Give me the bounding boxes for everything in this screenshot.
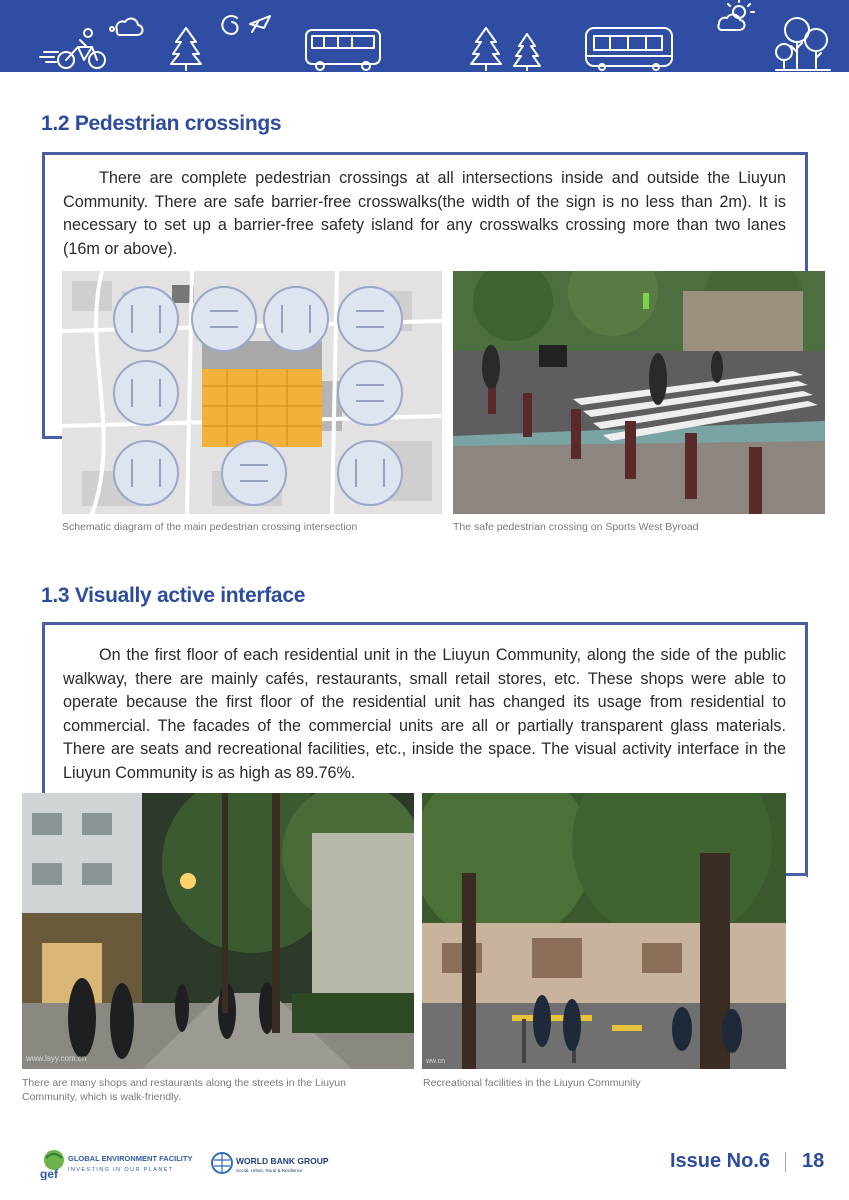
- caption-street: There are many shops and restaurants along the streets in the Liuyun Community, which is walk-friendly.: [22, 1077, 346, 1103]
- train-icon: [586, 28, 672, 70]
- schematic-diagram: [62, 271, 442, 514]
- recreation-photo: [422, 793, 786, 1069]
- crosswalk-photo: [453, 271, 825, 514]
- world-bank-logo: [210, 1150, 340, 1178]
- cyclist-icon: [40, 29, 105, 68]
- round-trees-icon: [776, 18, 830, 70]
- page-number: 18: [802, 1150, 825, 1172]
- svg-text:gef: gef: [40, 1167, 58, 1180]
- frame-bottom-right: [786, 873, 808, 876]
- pine-trees-icon: [471, 28, 540, 70]
- tree-icon: [171, 28, 201, 70]
- bus-icon: [306, 30, 380, 70]
- street-shops-photo: [22, 793, 414, 1069]
- caption-crosswalk: The safe pedestrian crossing on Sports West Byroad: [453, 521, 699, 533]
- svg-text:Social, Urban, Rural & Resilie: Social, Urban, Rural & Resilience: [236, 1168, 303, 1173]
- header-banner: [0, 0, 849, 72]
- photo-watermark-street: www.lsyy.com.cn: [26, 1054, 87, 1063]
- highlight-block: [202, 369, 322, 447]
- body-text-crossings: There are complete pedestrian crossings at all intersections inside and outside the Liuyun Community. There are safe barrier-free crosswalks(the width of the sign is no less than 2m). It is necessary to set up a barrier-free safety island for any crosswalks crossing more than two lanes (16m or above).: [63, 169, 786, 258]
- section-title-interface: 1.3 Visually active interface: [41, 584, 306, 607]
- section-title-crossings: 1.2 Pedestrian crossings: [41, 112, 282, 135]
- frame-bottom-left: [42, 436, 64, 439]
- cloud-icon: [110, 19, 143, 35]
- header-illustration: [0, 0, 849, 72]
- gef-logo: [38, 1146, 198, 1180]
- spiral-plane-icon: [222, 16, 270, 34]
- page-separator: [785, 1152, 786, 1172]
- issue-label: Issue No.6: [669, 1150, 770, 1172]
- body-text-interface: On the first floor of each residential unit in the Liuyun Community, along the side of the public walkway, there are mainly cafés, restaurants, small retail stores, etc. These shops were able to operate because the first floor of the residential unit has changed its usage from residential to commercial. The facades of the commercial units are all or partially transparent glass materials. There are seats and recreational facilities, etc., inside the space. The visual activity interface in the Liuyun Community is as high as 89.76%.: [63, 646, 786, 782]
- caption-recreation: Recreational facilities in the Liuyun Community: [423, 1077, 641, 1089]
- photo-watermark-recreation: ww.cn: [426, 1058, 446, 1065]
- svg-text:WORLD BANK GROUP: WORLD BANK GROUP: [236, 1156, 329, 1166]
- caption-schematic: Schematic diagram of the main pedestrian crossing intersection: [62, 521, 358, 533]
- sun-cloud-icon: [718, 0, 754, 30]
- svg-text:GLOBAL ENVIRONMENT FACILITY: GLOBAL ENVIRONMENT FACILITY: [68, 1154, 193, 1163]
- svg-text:INVESTING IN OUR PLANET: INVESTING IN OUR PLANET: [68, 1167, 174, 1173]
